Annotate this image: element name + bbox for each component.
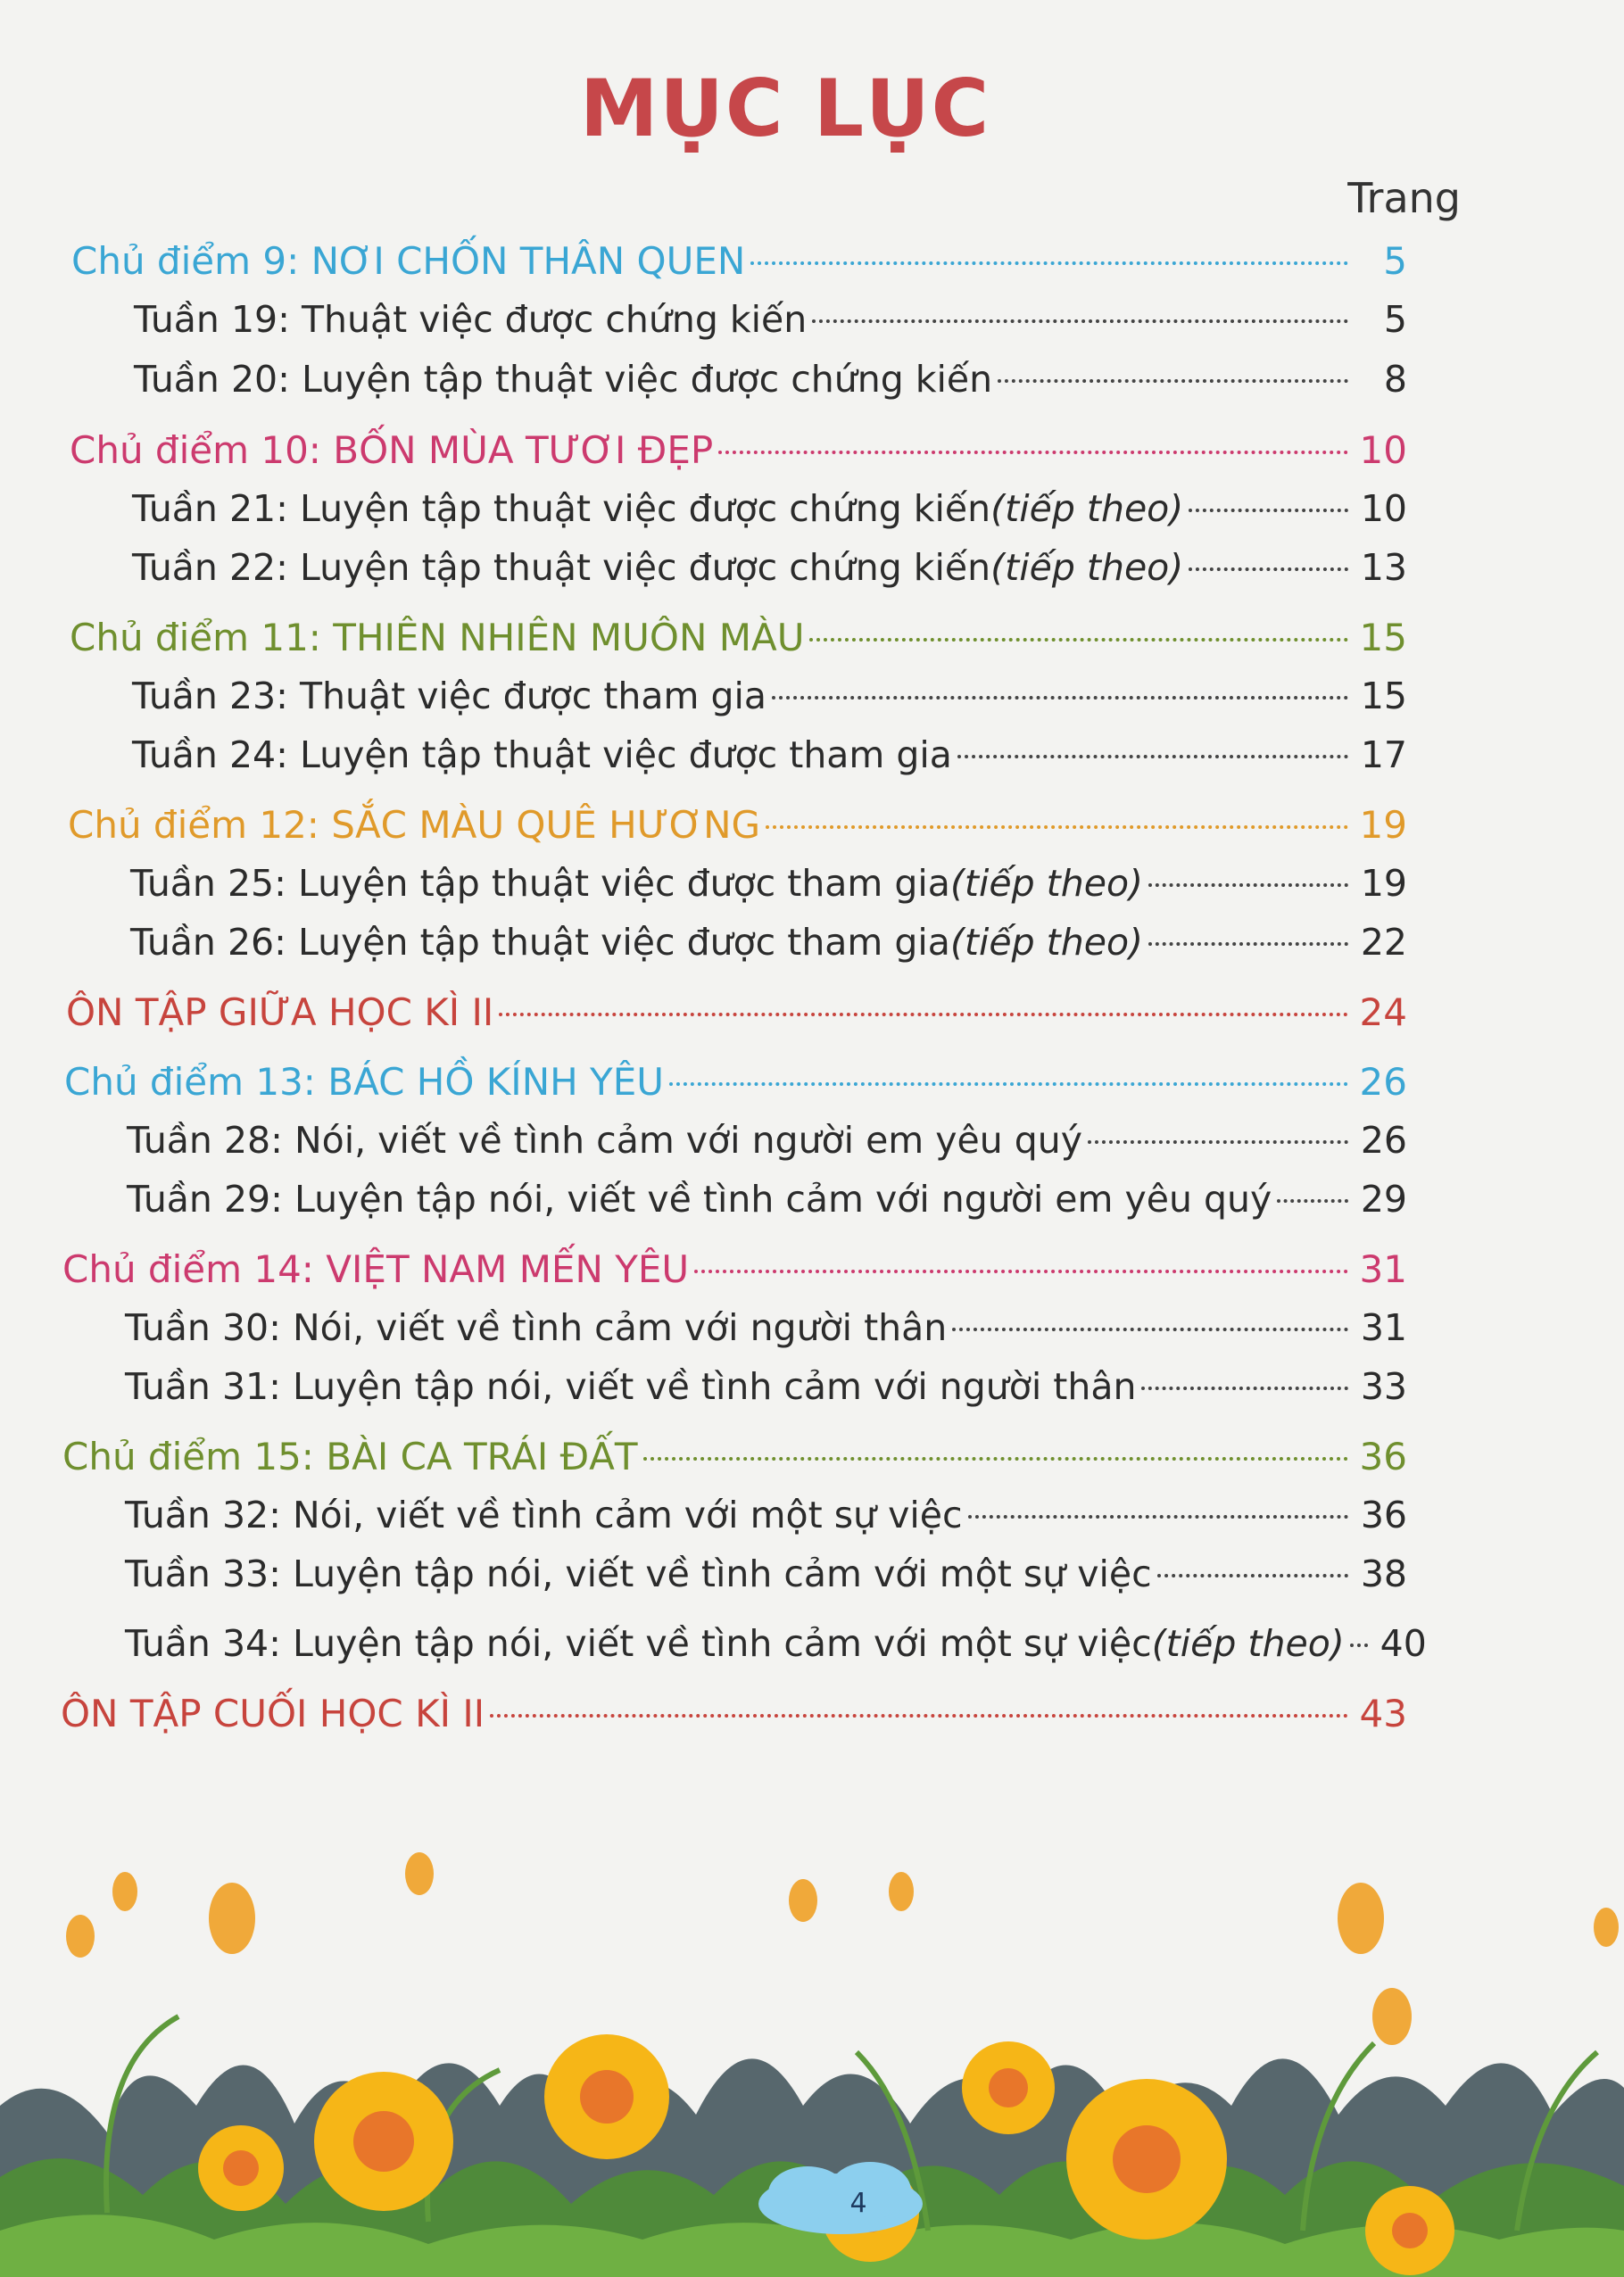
toc-entry-note: (tiếp theo) [990,546,1184,589]
dot-leader [669,1082,1348,1086]
toc-entry-page: 26 [1360,1119,1407,1162]
toc-entry[interactable] [134,358,1407,411]
dot-leader [1141,1387,1348,1390]
toc-entry[interactable] [66,990,1407,1044]
toc-entry[interactable] [71,239,1407,293]
dot-leader [1148,942,1348,946]
dot-leader [968,1515,1349,1519]
dot-leader [1189,509,1348,512]
toc-entry[interactable] [64,1060,1407,1114]
dot-leader [1277,1199,1348,1203]
toc-entry-label: Chủ điểm 15: BÀI CA TRÁI ĐẤT [62,1435,638,1478]
toc-entry-page: 13 [1360,546,1407,589]
toc-entry-page: 15 [1360,675,1407,717]
dot-leader [772,696,1348,700]
dot-leader [490,1714,1348,1718]
toc-entry-page: 43 [1359,1692,1407,1735]
toc-entry-page: 5 [1383,298,1407,341]
toc-entry-page: 33 [1360,1365,1407,1408]
toc-entry-page: 10 [1360,487,1407,530]
toc-entry-label: Chủ điểm 11: THIÊN NHIÊN MUÔN MÀU [70,616,805,659]
dot-leader [1088,1140,1348,1144]
toc-entry[interactable] [130,921,1407,974]
toc-entry-label: ÔN TẬP CUỐI HỌC KÌ II [61,1692,485,1735]
dot-leader [1189,567,1348,571]
dot-leader [643,1457,1348,1461]
dot-leader [1148,883,1348,887]
dot-leader [998,379,1348,383]
toc-entry[interactable] [125,1306,1407,1360]
flower-garden-illustration [0,1838,1624,2277]
toc-entry-page: 40 [1380,1622,1427,1665]
toc-entry[interactable] [132,546,1407,600]
toc-entry[interactable] [134,298,1407,352]
toc-entry-label: Tuần 33: Luyện tập nói, viết về tình cảm với một sự việc [125,1552,1152,1595]
toc-entry[interactable] [132,487,1407,541]
dot-leader [694,1270,1348,1273]
toc-entry-label: Chủ điểm 12: SẮC MÀU QUÊ HƯƠNG [68,803,761,847]
toc-entry-note: (tiếp theo) [1151,1622,1345,1665]
dot-leader [718,451,1348,454]
toc-entry-page: 10 [1359,428,1407,472]
toc-entry-page: 24 [1359,990,1407,1034]
toc-entry-label: Tuần 19: Thuật việc được chứng kiến [134,298,808,341]
toc-entry-label: Tuần 20: Luyện tập thuật việc được chứng kiến [134,358,993,401]
toc-entry[interactable] [132,733,1407,787]
toc-entry[interactable] [127,1119,1407,1172]
toc-entry-note: (tiếp theo) [949,862,1144,905]
toc-entry-page: 5 [1383,239,1407,283]
page-column-label: Trang [1347,174,1461,222]
dot-leader [1157,1574,1348,1577]
toc-entry[interactable] [70,616,1407,669]
toc-entry-label: Chủ điểm 10: BỐN MÙA TƯƠI ĐẸP [70,428,714,472]
toc-entry-label: Tuần 34: Luyện tập nói, viết về tình cảm với một sự việc [125,1622,1152,1665]
toc-entry-label: Tuần 23: Thuật việc được tham gia [132,675,767,717]
dot-leader [499,1013,1348,1016]
toc-entry-label: Chủ điểm 13: BÁC HỒ KÍNH YÊU [64,1060,664,1104]
toc-entry-label: Tuần 21: Luyện tập thuật việc được chứng kiến [132,487,991,530]
toc-entry-label: Chủ điểm 9: NƠI CHỐN THÂN QUEN [71,239,746,283]
toc-entry-page: 29 [1360,1178,1407,1221]
dot-leader [952,1328,1348,1331]
dot-leader [750,261,1348,265]
dot-leader [812,319,1348,323]
toc-entry-page: 8 [1383,358,1407,401]
toc-entry[interactable] [125,1622,1427,1676]
page-title: MỤC LỤC [579,62,991,154]
dot-leader [766,825,1348,829]
toc-entry[interactable] [132,675,1407,728]
dot-leader [809,638,1348,642]
toc-entry[interactable] [125,1552,1407,1606]
toc-entry[interactable] [125,1365,1407,1419]
toc-entry-page: 22 [1360,921,1407,964]
toc-entry-label: Tuần 22: Luyện tập thuật việc được chứng kiến [132,546,991,589]
toc-entry-label: Tuần 26: Luyện tập thuật việc được tham gia [130,921,950,964]
toc-entry-page: 19 [1360,862,1407,905]
toc-entry[interactable] [62,1435,1407,1488]
toc-entry[interactable] [61,1692,1407,1745]
toc-entry-label: Tuần 25: Luyện tập thuật việc được tham gia [130,862,950,905]
toc-entry-label: ÔN TẬP GIỮA HỌC KÌ II [66,990,494,1034]
toc-entry[interactable] [62,1247,1407,1301]
toc-entry-page: 31 [1359,1247,1407,1291]
toc-entry-page: 36 [1360,1494,1407,1536]
toc-entry[interactable] [130,862,1407,915]
page-number: 4 [849,2188,867,2219]
toc-entry-label: Tuần 31: Luyện tập nói, viết về tình cảm với người thân [125,1365,1137,1408]
toc-entry-label: Tuần 30: Nói, viết về tình cảm với người thân [125,1306,948,1349]
toc-entry-page: 15 [1359,616,1407,659]
toc-entry-page: 19 [1359,803,1407,847]
toc-entry-note: (tiếp theo) [990,487,1184,530]
toc-entry-page: 26 [1359,1060,1407,1104]
toc-entry[interactable] [127,1178,1407,1231]
toc-entry-label: Chủ điểm 14: VIỆT NAM MẾN YÊU [62,1247,690,1291]
toc-entry[interactable] [68,803,1407,857]
toc-entry-note: (tiếp theo) [949,921,1144,964]
toc-entry-page: 36 [1359,1435,1407,1478]
dot-leader [957,755,1348,758]
toc-entry[interactable] [125,1494,1407,1547]
toc-entry-label: Tuần 24: Luyện tập thuật việc được tham gia [132,733,952,776]
toc-entry-page: 31 [1360,1306,1407,1349]
dot-leader [1350,1644,1368,1647]
toc-entry-label: Tuần 29: Luyện tập nói, viết về tình cảm với người em yêu quý [127,1178,1272,1221]
toc-entry[interactable] [70,428,1407,482]
toc-entry-page: 38 [1360,1552,1407,1595]
toc-entry-label: Tuần 32: Nói, viết về tình cảm với một sự việc [125,1494,963,1536]
toc-entry-page: 17 [1360,733,1407,776]
toc-entry-label: Tuần 28: Nói, viết về tình cảm với người em yêu quý [127,1119,1083,1162]
